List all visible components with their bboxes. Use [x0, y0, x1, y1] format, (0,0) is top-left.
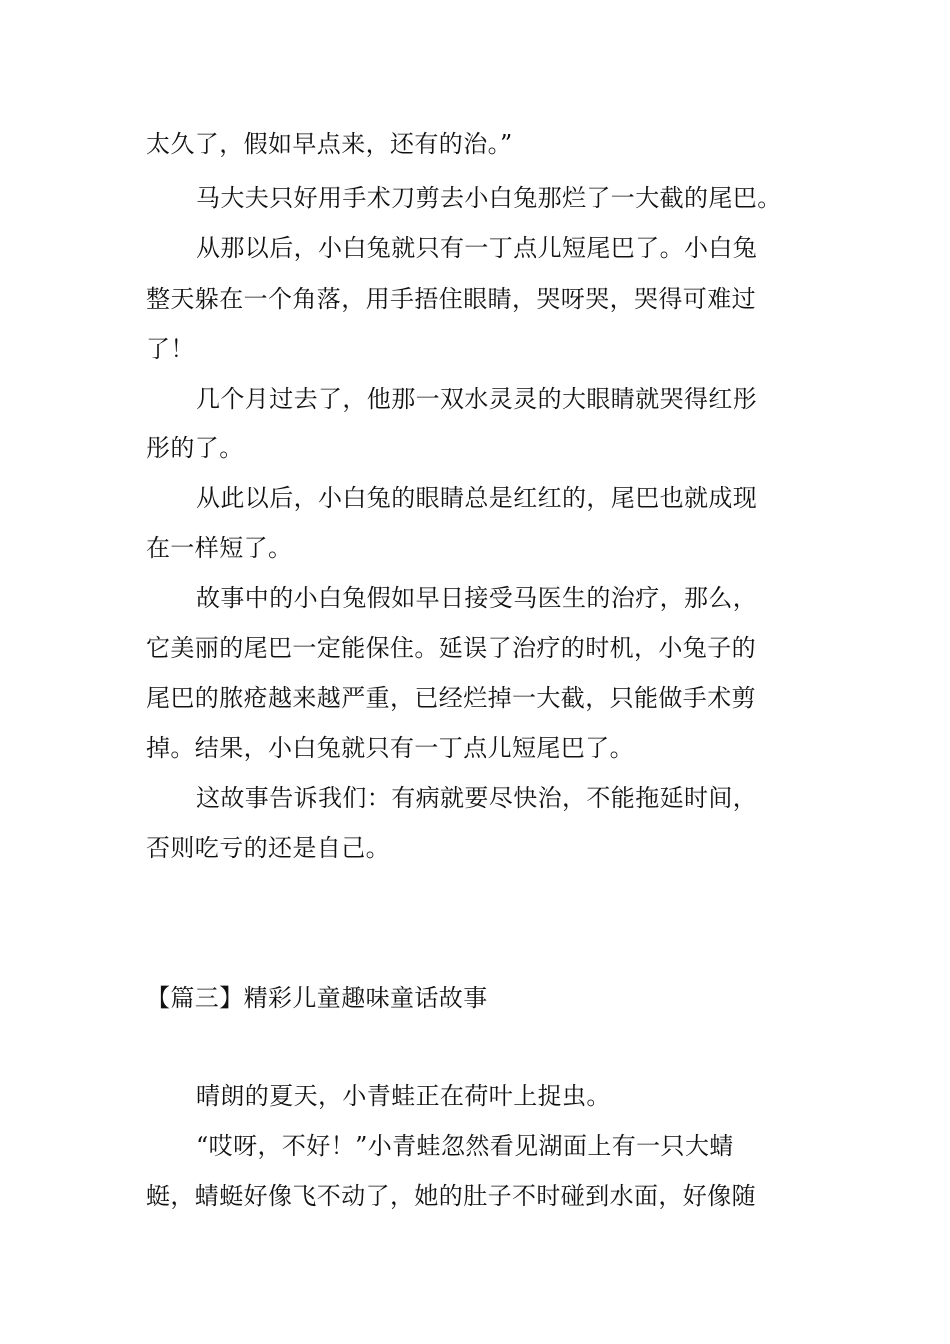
- paragraph-start: 几个月过去了，他那一双水灵灵的大眼睛就哭得红彤: [196, 385, 758, 413]
- paragraph-start: 从那以后，小白兔就只有一丁点儿短尾巴了。小白兔: [196, 234, 758, 262]
- text-line: 整天躲在一个角落，用手捂住眼睛，哭呀哭，哭得可难过: [146, 285, 756, 313]
- text-line: 了！: [146, 335, 195, 363]
- text-line: 它美丽的尾巴一定能保住。延误了治疗的时机，小兔子的: [146, 634, 756, 662]
- section-heading: 【篇三】精彩儿童趣味童话故事: [146, 984, 488, 1012]
- text-line: 否则吃亏的还是自己。: [146, 834, 390, 862]
- paragraph-start: 晴朗的夏天，小青蛙正在荷叶上捉虫。: [196, 1082, 611, 1110]
- text-line: 在一样短了。: [146, 534, 293, 562]
- text-line: 彤的了。: [146, 434, 244, 462]
- text-line: 太久了，假如早点来，还有的治。”: [146, 130, 513, 158]
- paragraph-start: 这故事告诉我们：有病就要尽快治，不能拖延时间，: [196, 784, 758, 812]
- paragraph-start: 马大夫只好用手术刀剪去小白兔那烂了一大截的尾巴。: [196, 184, 782, 212]
- text-line: 尾巴的脓疮越来越严重，已经烂掉一大截，只能做手术剪: [146, 684, 756, 712]
- paragraph-start: 故事中的小白兔假如早日接受马医生的治疗，那么，: [196, 584, 758, 612]
- text-line: 蜓，蜻蜓好像飞不动了，她的肚子不时碰到水面，好像随: [146, 1182, 756, 1210]
- text-line: 掉。结果，小白兔就只有一丁点儿短尾巴了。: [146, 734, 634, 762]
- paragraph-start: 从此以后，小白兔的眼睛总是红红的，尾巴也就成现: [196, 484, 758, 512]
- paragraph-start: “哎呀，不好！”小青蛙忽然看见湖面上有一只大蜻: [196, 1132, 734, 1160]
